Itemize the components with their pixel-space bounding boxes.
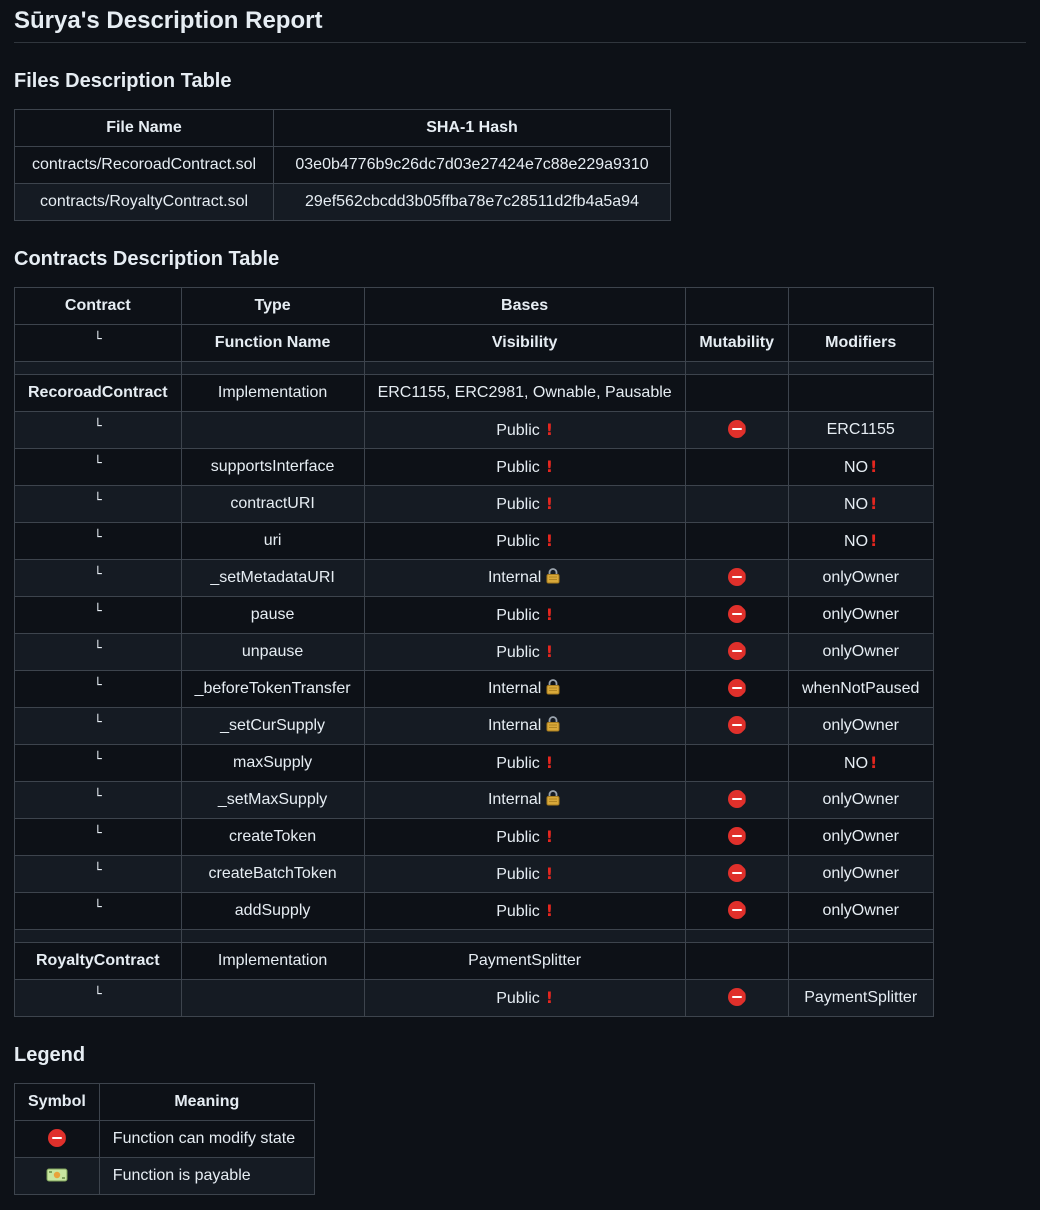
function-mutability <box>685 449 788 486</box>
function-modifier <box>788 782 933 819</box>
exclamation-icon: ! <box>545 493 554 513</box>
function-modifier <box>788 708 933 745</box>
contract-name <box>15 375 182 412</box>
function-corner-text: └ <box>93 530 102 545</box>
lock-icon <box>545 715 561 732</box>
function-corner-text: └ <box>93 456 102 471</box>
function-mutability <box>685 782 788 819</box>
files-header-row <box>15 110 671 147</box>
files-table <box>14 109 671 221</box>
function-visibility-text: Public <box>496 458 540 476</box>
header-blank-1 <box>685 288 788 325</box>
lock-icon <box>545 789 561 806</box>
spacer-cell <box>181 930 364 943</box>
exclamation-icon: ! <box>545 641 554 661</box>
function-modifier-text: onlyOwner <box>822 606 899 623</box>
function-visibility-text: Public <box>496 643 540 661</box>
exclamation-icon: ! <box>545 900 554 920</box>
function-row <box>15 523 934 560</box>
function-visibility-text: Public <box>496 902 540 920</box>
contracts-body <box>15 362 934 1017</box>
table-row <box>15 184 671 221</box>
exclamation-icon: ! <box>545 419 554 439</box>
function-modifier-text: onlyOwner <box>822 569 899 586</box>
function-visibility-text: Public <box>496 828 540 846</box>
function-corner-text: └ <box>93 604 102 619</box>
stop-icon <box>48 1129 66 1147</box>
function-name-text: _setMetadataURI <box>210 569 335 586</box>
contracts-table <box>14 287 934 1017</box>
function-corner-text: └ <box>93 567 102 582</box>
function-corner <box>15 856 182 893</box>
function-row <box>15 486 934 523</box>
exclamation-icon: ! <box>870 530 878 550</box>
function-mutability <box>685 745 788 782</box>
header-function-name: Function Name <box>181 325 364 362</box>
spacer-cell <box>788 930 933 943</box>
function-visibility <box>364 782 685 819</box>
contract-bases-text: ERC1155, ERC2981, Ownable, Pausable <box>377 384 672 401</box>
function-name-text: createToken <box>228 828 317 845</box>
function-modifier <box>788 634 933 671</box>
table-row <box>15 1158 315 1195</box>
function-modifier-text: onlyOwner <box>822 643 899 660</box>
function-visibility <box>364 893 685 930</box>
function-row <box>15 980 934 1017</box>
function-name-text: _beforeTokenTransfer <box>194 680 351 697</box>
function-row <box>15 708 934 745</box>
function-modifier <box>788 412 933 449</box>
exclamation-icon: ! <box>545 863 554 883</box>
function-visibility-text: Public <box>496 606 540 624</box>
function-visibility-text: Public <box>496 989 540 1007</box>
function-visibility-text: Internal <box>487 680 542 697</box>
function-mutability <box>685 819 788 856</box>
function-corner-text: └ <box>93 641 102 656</box>
contract-name <box>15 943 182 980</box>
function-modifier <box>788 486 933 523</box>
function-name-text: maxSupply <box>233 754 313 771</box>
function-name <box>181 980 364 1017</box>
function-visibility-text: Public <box>496 421 540 439</box>
stop-icon <box>728 642 746 660</box>
function-modifier <box>788 523 933 560</box>
spacer-cell <box>15 362 182 375</box>
contract-mutability-blank <box>685 375 788 412</box>
function-row <box>15 634 934 671</box>
function-corner-text: └ <box>93 419 102 434</box>
function-modifier-text: NO <box>844 754 869 772</box>
function-modifier-text: PaymentSplitter <box>804 989 918 1006</box>
stop-icon <box>728 716 746 734</box>
files-heading: Files Description Table <box>14 70 232 92</box>
function-name <box>181 597 364 634</box>
function-modifier-text: onlyOwner <box>822 717 899 734</box>
file-name: contracts/RecoroadContract.sol <box>15 147 274 184</box>
header-mutability: Mutability <box>685 325 788 362</box>
function-modifier <box>788 671 933 708</box>
function-mutability <box>685 412 788 449</box>
lock-icon <box>545 567 561 584</box>
legend-table <box>14 1083 315 1195</box>
legend-symbol <box>15 1158 100 1195</box>
function-mutability <box>685 597 788 634</box>
function-corner-text: └ <box>93 715 102 730</box>
function-visibility <box>364 671 685 708</box>
exclamation-icon: ! <box>870 493 878 513</box>
contract-type-text: Implementation <box>217 384 328 401</box>
function-visibility-text: Internal <box>487 791 542 808</box>
header-modifiers: Modifiers <box>788 325 933 362</box>
function-row <box>15 560 934 597</box>
function-mutability <box>685 486 788 523</box>
table-row <box>15 1121 315 1158</box>
function-mutability <box>685 671 788 708</box>
function-name <box>181 745 364 782</box>
function-modifier <box>788 819 933 856</box>
header-bases: Bases <box>364 288 685 325</box>
stop-icon <box>728 679 746 697</box>
function-row <box>15 819 934 856</box>
function-corner-text: └ <box>93 678 102 693</box>
function-corner-text: └ <box>93 987 102 1002</box>
function-row <box>15 412 934 449</box>
function-visibility <box>364 634 685 671</box>
function-mutability <box>685 560 788 597</box>
contract-name-text: RecoroadContract <box>28 384 168 401</box>
lock-icon <box>545 678 561 695</box>
function-corner <box>15 634 182 671</box>
function-visibility-text: Internal <box>487 569 542 586</box>
contract-type-text: Implementation <box>217 952 328 969</box>
function-corner-text: └ <box>93 900 102 915</box>
legend-meaning: Function is payable <box>99 1158 314 1195</box>
function-visibility <box>364 745 685 782</box>
function-name <box>181 782 364 819</box>
function-name <box>181 412 364 449</box>
function-visibility-text: Public <box>496 754 540 772</box>
function-modifier <box>788 449 933 486</box>
contract-bases <box>364 375 685 412</box>
function-corner <box>15 893 182 930</box>
function-name <box>181 819 364 856</box>
function-modifier <box>788 980 933 1017</box>
function-modifier-text: NO <box>844 532 869 550</box>
function-name <box>181 449 364 486</box>
exclamation-icon: ! <box>870 456 878 476</box>
function-row <box>15 671 934 708</box>
function-modifier-text: ERC1155 <box>826 421 895 438</box>
exclamation-icon: ! <box>870 752 878 772</box>
function-visibility <box>364 486 685 523</box>
stop-icon <box>728 790 746 808</box>
function-name <box>181 560 364 597</box>
stop-icon <box>728 568 746 586</box>
spacer-cell <box>685 362 788 375</box>
function-name-text: uri <box>263 532 282 549</box>
function-modifier-text: onlyOwner <box>822 791 899 808</box>
contract-row <box>15 375 934 412</box>
function-visibility-text: Internal <box>487 717 542 734</box>
function-visibility <box>364 597 685 634</box>
file-hash: 29ef562cbcdd3b05ffba78e7c28511d2fb4a5a94 <box>274 184 671 221</box>
header-symbol: Symbol <box>15 1084 100 1121</box>
legend-meaning: Function can modify state <box>99 1121 314 1158</box>
function-visibility <box>364 449 685 486</box>
contract-type <box>181 943 364 980</box>
function-mutability <box>685 708 788 745</box>
function-name-text: _setMaxSupply <box>217 791 328 808</box>
function-modifier <box>788 560 933 597</box>
header-contract: Contract <box>15 288 182 325</box>
function-visibility <box>364 523 685 560</box>
function-mutability <box>685 634 788 671</box>
stop-icon <box>728 420 746 438</box>
function-row <box>15 893 934 930</box>
contract-name-text: RoyaltyContract <box>36 952 160 969</box>
exclamation-icon: ! <box>545 530 554 550</box>
function-visibility <box>364 819 685 856</box>
header-meaning: Meaning <box>99 1084 314 1121</box>
file-name: contracts/RoyaltyContract.sol <box>15 184 274 221</box>
function-visibility-text: Public <box>496 532 540 550</box>
header-visibility: Visibility <box>364 325 685 362</box>
function-name-text: supportsInterface <box>210 458 335 475</box>
exclamation-icon: ! <box>545 826 554 846</box>
function-corner-text: └ <box>93 789 102 804</box>
function-row <box>15 856 934 893</box>
header-sha1: SHA-1 Hash <box>274 110 671 147</box>
header-file-name: File Name <box>15 110 274 147</box>
spacer-row <box>15 362 934 375</box>
function-name <box>181 486 364 523</box>
function-visibility <box>364 980 685 1017</box>
spacer-cell <box>364 362 685 375</box>
function-name <box>181 708 364 745</box>
function-corner <box>15 745 182 782</box>
function-modifier <box>788 745 933 782</box>
function-row <box>15 597 934 634</box>
contracts-header-row-2 <box>15 325 934 362</box>
function-name-text: addSupply <box>234 902 311 919</box>
contract-bases <box>364 943 685 980</box>
function-modifier <box>788 893 933 930</box>
page-title: Sūrya's Description Report <box>14 0 1026 43</box>
function-name <box>181 856 364 893</box>
function-visibility <box>364 560 685 597</box>
legend-heading: Legend <box>14 1044 86 1066</box>
contract-bases-text: PaymentSplitter <box>468 952 582 969</box>
function-name <box>181 523 364 560</box>
function-name-text: _setCurSupply <box>220 717 326 734</box>
function-corner <box>15 671 182 708</box>
contract-modifiers-blank <box>788 375 933 412</box>
function-corner <box>15 486 182 523</box>
function-corner <box>15 597 182 634</box>
function-mutability <box>685 893 788 930</box>
function-corner-text: └ <box>93 863 102 878</box>
stop-icon <box>728 901 746 919</box>
function-name-text: unpause <box>241 643 304 660</box>
function-row <box>15 449 934 486</box>
function-modifier <box>788 856 933 893</box>
function-corner <box>15 782 182 819</box>
spacer-cell <box>364 930 685 943</box>
function-modifier-text: NO <box>844 495 869 513</box>
function-modifier-text: whenNotPaused <box>801 680 920 697</box>
money-icon <box>46 1167 68 1183</box>
function-visibility <box>364 412 685 449</box>
function-mutability <box>685 856 788 893</box>
legend-symbol <box>15 1121 100 1158</box>
spacer-cell <box>685 930 788 943</box>
function-visibility <box>364 856 685 893</box>
stop-icon <box>728 988 746 1006</box>
function-name-text: contractURI <box>230 495 315 512</box>
header-type: Type <box>181 288 364 325</box>
contract-mutability-blank <box>685 943 788 980</box>
function-row <box>15 745 934 782</box>
function-name <box>181 671 364 708</box>
function-visibility-text: Public <box>496 865 540 883</box>
function-modifier <box>788 597 933 634</box>
function-name <box>181 634 364 671</box>
stop-icon <box>728 864 746 882</box>
function-visibility-text: Public <box>496 495 540 513</box>
exclamation-icon: ! <box>545 604 554 624</box>
function-name <box>181 893 364 930</box>
function-row <box>15 782 934 819</box>
function-mutability <box>685 980 788 1017</box>
function-corner <box>15 560 182 597</box>
legend-header-row <box>15 1084 315 1121</box>
function-modifier-text: onlyOwner <box>822 865 899 882</box>
table-row <box>15 147 671 184</box>
function-modifier-text: onlyOwner <box>822 902 899 919</box>
contract-row <box>15 943 934 980</box>
function-corner <box>15 449 182 486</box>
function-name-text: createBatchToken <box>208 865 337 882</box>
function-corner-text: └ <box>93 752 102 767</box>
function-corner-text: └ <box>93 826 102 841</box>
contract-type <box>181 375 364 412</box>
function-corner <box>15 819 182 856</box>
corner-glyph: └ <box>93 332 102 347</box>
function-corner <box>15 412 182 449</box>
function-modifier-text: NO <box>844 458 869 476</box>
contracts-header-row-1 <box>15 288 934 325</box>
exclamation-icon: ! <box>545 752 554 772</box>
spacer-cell <box>181 362 364 375</box>
exclamation-icon: ! <box>545 456 554 476</box>
contracts-heading: Contracts Description Table <box>14 248 280 270</box>
exclamation-icon: ! <box>545 987 554 1007</box>
header-blank-2 <box>788 288 933 325</box>
contract-modifiers-blank <box>788 943 933 980</box>
file-hash: 03e0b4776b9c26dc7d03e27424e7c88e229a9310 <box>274 147 671 184</box>
spacer-cell <box>788 362 933 375</box>
spacer-row <box>15 930 934 943</box>
function-corner <box>15 523 182 560</box>
function-name-text: pause <box>250 606 295 623</box>
function-visibility <box>364 708 685 745</box>
function-modifier-text: onlyOwner <box>822 828 899 845</box>
stop-icon <box>728 827 746 845</box>
function-corner-text: └ <box>93 493 102 508</box>
function-corner <box>15 708 182 745</box>
function-mutability <box>685 523 788 560</box>
spacer-cell <box>15 930 182 943</box>
header-corner <box>15 325 182 362</box>
stop-icon <box>728 605 746 623</box>
function-corner <box>15 980 182 1017</box>
